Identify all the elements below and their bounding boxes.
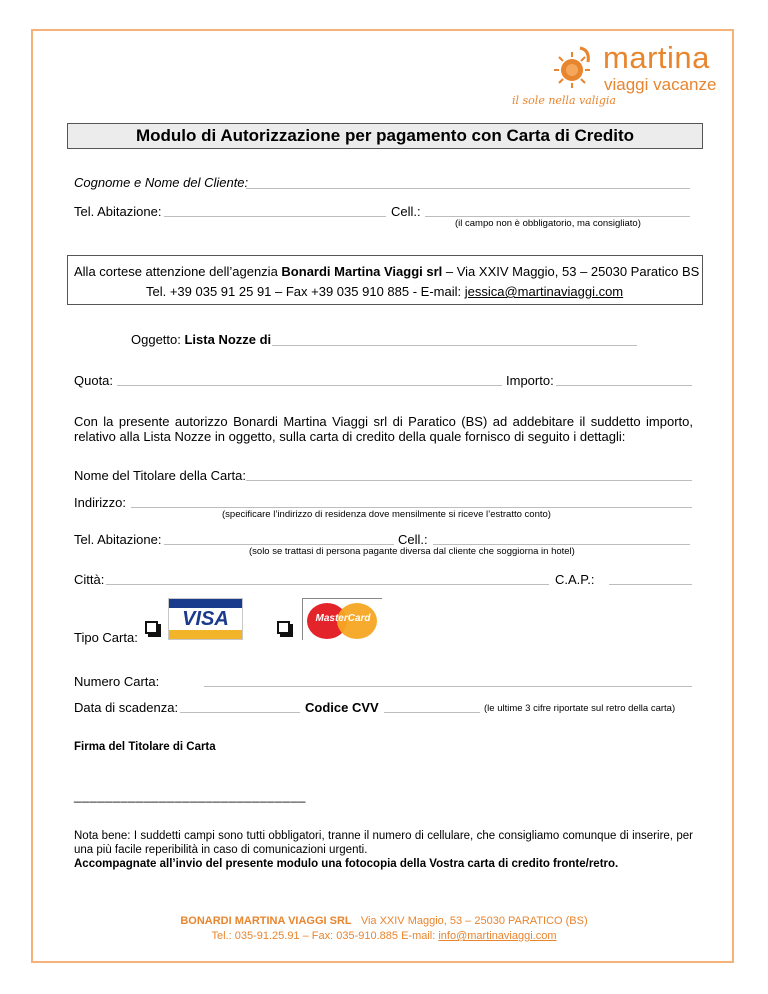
cvv-field[interactable]	[384, 712, 480, 713]
authorization-text: Con la presente autorizzo Bonardi Martina Viaggi srl di Paratico (BS) ad addebitare il suddetto importo, relativo alla Lista Nozze in oggetto, sulla carta di credito della quale fornisco di seguito i dettagli:	[74, 414, 693, 444]
holder-name-label: Nome del Titolare della Carta:	[74, 468, 246, 483]
agency-line2: Tel. +39 035 91 25 91 – Fax +39 035 910 885 - E-mail: jessica@martinaviaggi.com	[146, 284, 624, 299]
client-cell-field[interactable]	[425, 216, 690, 217]
subject-line: Oggetto: Lista Nozze di	[131, 332, 272, 347]
signature-field[interactable]: ______________________________	[74, 788, 306, 803]
holder-cap-label: C.A.P.:	[555, 572, 595, 587]
company-logo	[500, 36, 725, 116]
agency-line1: Alla cortese attenzione dell’agenzia Bonardi Martina Viaggi srl – Via XXIV Maggio, 53 – 25030 Paratico BS	[74, 264, 700, 279]
client-phone-label: Tel. Abitazione:	[74, 204, 162, 219]
mastercard-checkbox[interactable]	[277, 621, 290, 634]
quota-label: Quota:	[74, 373, 114, 388]
form-title: Modulo di Autorizzazione per pagamento con Carta di Credito	[67, 123, 703, 149]
note-bold: Accompagnate all’invio del presente modulo una fotocopia della Vostra carta di credito fronte/retro.	[74, 858, 619, 870]
client-cell-label: Cell.:	[391, 204, 421, 219]
card-number-field[interactable]	[204, 686, 692, 687]
page-frame	[31, 29, 734, 963]
subject-field[interactable]	[272, 345, 637, 346]
importo-field[interactable]	[556, 385, 692, 386]
expiry-label: Data di scadenza:	[74, 700, 179, 715]
agency-email-link[interactable]: jessica@martinaviaggi.com	[464, 284, 624, 299]
sun-icon	[550, 44, 598, 92]
quota-field[interactable]	[117, 385, 502, 386]
client-name-field[interactable]	[246, 188, 690, 189]
expiry-field[interactable]	[180, 712, 300, 713]
logo-subtitle: viaggi vacanze	[604, 75, 717, 94]
holder-address-note: (specificare l’indirizzo di residenza dove mensilmente si riceve l’estratto conto)	[222, 509, 551, 520]
card-number-label: Numero Carta:	[74, 674, 160, 689]
footer-email-link[interactable]: info@martinaviaggi.com	[438, 930, 557, 942]
agency-box	[67, 255, 703, 305]
holder-city-field[interactable]	[106, 584, 549, 585]
card-type-label: Tipo Carta:	[74, 630, 138, 645]
holder-cell-field[interactable]	[433, 544, 690, 545]
holder-cap-field[interactable]	[609, 584, 692, 585]
logo-brand: martina	[603, 40, 710, 75]
importo-label: Importo:	[506, 373, 554, 388]
cvv-note: (le ultime 3 cifre riportate sul retro della carta)	[484, 703, 676, 714]
footer-line2: Tel.: 035-91.25.91 – Fax: 035-910.885 E-mail: info@martinaviaggi.com	[211, 930, 557, 942]
cvv-label: Codice CVV	[305, 700, 379, 715]
holder-address-label: Indirizzo:	[74, 495, 127, 510]
holder-city-label: Città:	[74, 572, 105, 587]
holder-address-field[interactable]	[131, 507, 692, 508]
logo-tagline: il sole nella valigia	[512, 94, 616, 107]
signature-label: Firma del Titolare di Carta	[74, 741, 216, 753]
holder-phone-label: Tel. Abitazione:	[74, 532, 162, 547]
visa-checkbox[interactable]	[145, 621, 158, 634]
client-cell-note: (il campo non è obbligatorio, ma consigliato)	[455, 218, 641, 229]
holder-name-field[interactable]	[246, 480, 692, 481]
footer-line1: BONARDI MARTINA VIAGGI SRL Via XXIV Maggio, 53 – 25030 PARATICO (BS)	[180, 915, 588, 927]
holder-cell-label: Cell.:	[398, 532, 428, 547]
visa-logo: VISA	[168, 598, 243, 640]
note-text: Nota bene: I suddetti campi sono tutti obbligatori, tranne il numero di cellulare, che consigliamo comunque di inserire, per una più facile reperibilità in caso di comunicazioni urgenti.	[74, 830, 693, 856]
holder-cell-note: (solo se trattasi di persona pagante diversa dal cliente che soggiorna in hotel)	[249, 546, 575, 557]
mastercard-logo: MasterCard	[302, 598, 382, 640]
client-phone-field[interactable]	[164, 216, 386, 217]
holder-phone-field[interactable]	[164, 544, 394, 545]
client-name-label: Cognome e Nome del Cliente:	[74, 175, 249, 190]
